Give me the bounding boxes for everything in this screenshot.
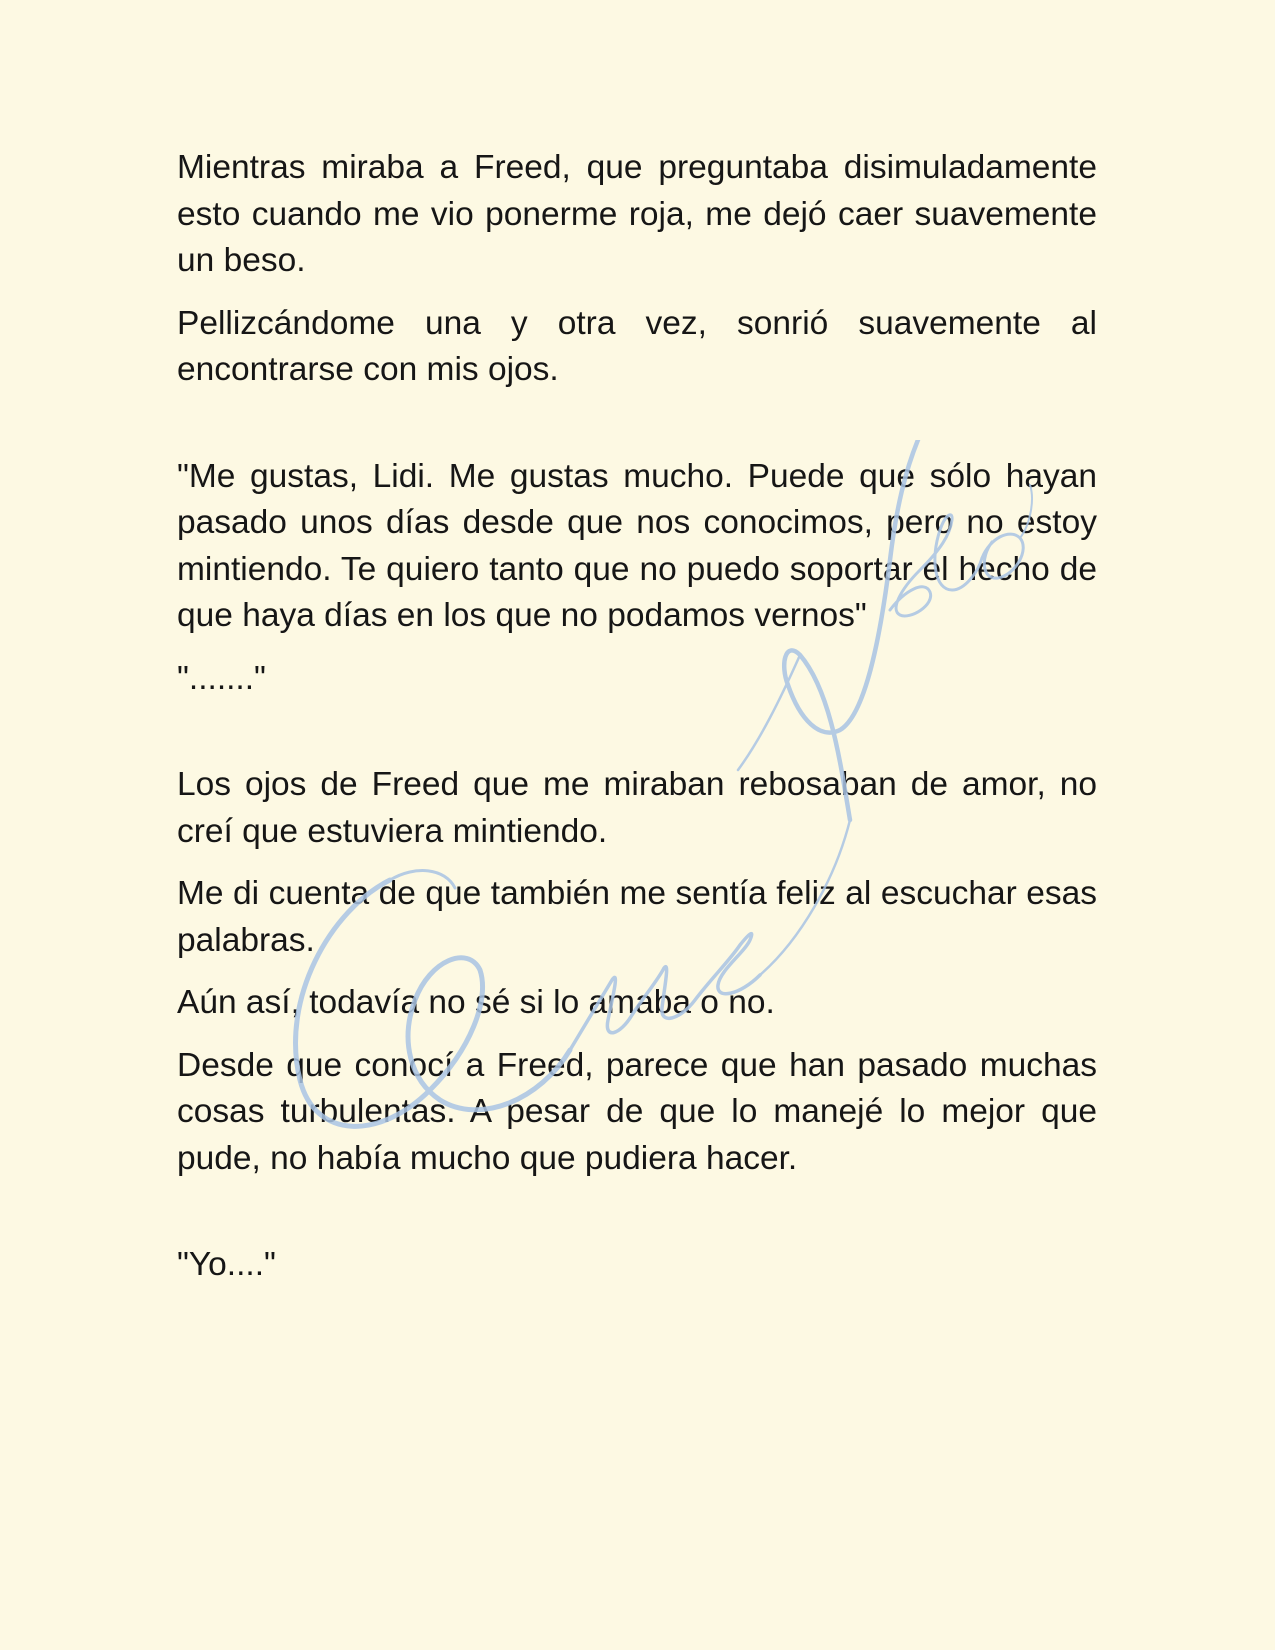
paragraph-5: Los ojos de Freed que me miraban rebosaban de amor, no creí que estuviera mintiendo. bbox=[177, 766, 1097, 850]
paragraph-3: "Me gustas, Lidi. Me gustas mucho. Puede que sólo hayan pasado unos días desde que nos conocimos, pero no estoy mintiendo. Te quiero tanto que no puedo soportar el hecho de que haya días en los que no podamos vernos" bbox=[177, 457, 1097, 634]
body-text bbox=[177, 145, 1097, 1305]
paragraph-6: Me di cuenta de que también me sentía feliz al escuchar esas palabras. bbox=[177, 875, 1097, 959]
paragraph-2: Pellizcándome una y otra vez, sonrió suavemente al encontrarse con mis ojos. bbox=[177, 304, 1097, 388]
paragraph-7: Aún así, todavía no sé si lo amaba o no. bbox=[177, 984, 775, 1021]
paragraph-1: Mientras miraba a Freed, que preguntaba disimuladamente esto cuando me vio ponerme roja, me dejó caer suavemente un beso. bbox=[177, 149, 1097, 279]
paragraph-4: "......." bbox=[177, 659, 266, 697]
paragraph-8: Desde que conocí a Freed, parece que han pasado muchas cosas turbulentas. A pesar de que lo manejé lo mejor que pude, no había mucho que pudiera hacer. bbox=[177, 1046, 1097, 1177]
paragraph-9: "Yo...." bbox=[177, 1246, 276, 1283]
